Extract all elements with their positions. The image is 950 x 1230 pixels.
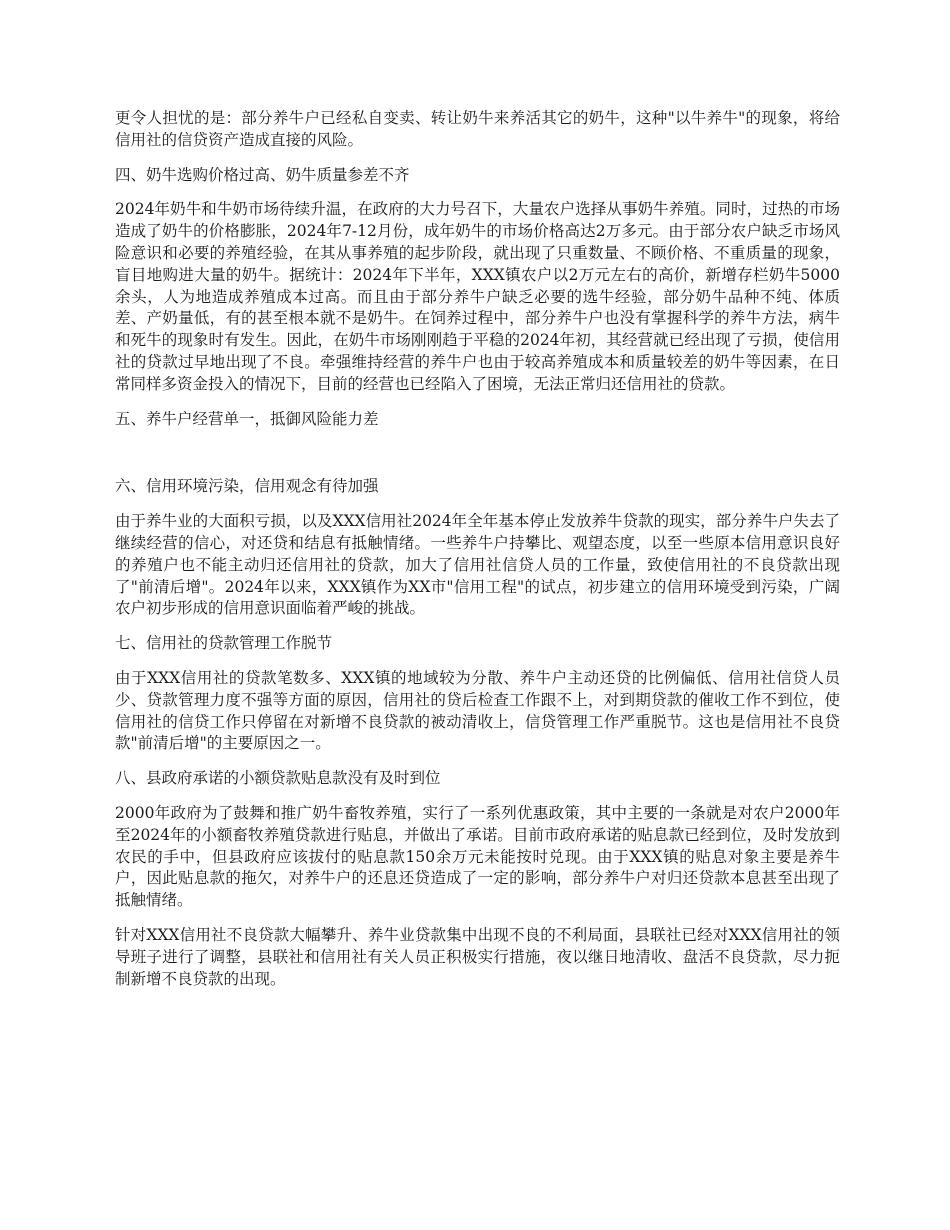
paragraph-loan-management: 由于XXX信用社的贷款笔数多、XXX镇的地域较为分散、养牛户主动还贷的比例偏低、信用社信贷人员少、贷款管理力度不强等方面的原因，信用社的贷后检查工作跟不上，对到期贷款的催收工作不到位，使信用社的信贷工作只停留在对新增不良贷款的被动清收上，信贷管理工作严重脱节。这也是信用社不良贷款"前清后增"的主要原因之一。 <box>115 668 840 753</box>
document-body <box>115 108 840 1003</box>
paragraph-interest-subsidy: 2000年政府为了鼓舞和推广奶牛畜牧养殖，实行了一系列优惠政策，其中主要的一条就是对农户2000年至2024年的小额畜牧养殖贷款进行贴息，并做出了承诺。目前市政府承诺的贴息款已经到位，及时发放到农民的手中，但县政府应该拔付的贴息款150余万元未能按时兑现。由于XXX镇的贴息对象主要是养牛户，因此贴息款的拖欠，对养牛户的还息还贷造成了一定的影响，部分养牛户对归还贷款本息甚至出现了抵触情绪。 <box>115 803 840 910</box>
paragraph-livestock-selling-risk: 更令人担忧的是：部分养牛户已经私自变卖、转让奶牛来养活其它的奶牛，这种"以牛养牛"的现象，将给信用社的信贷资产造成直接的风险。 <box>115 109 840 149</box>
paragraph-price-quality: 2024年奶牛和牛奶市场待续升温，在政府的大力号召下，大量农户选择从事奶牛养殖。同时，过热的市场造成了奶牛的价格膨胀，2024年7-12月份，成年奶牛的市场价格高达2万多元。由于部分农户缺乏市场风险意识和必要的养殖经验，在其从事养殖的起步阶段，就出现了只重数量、不顾价格、不重质量的现象，盲目地购进大量的奶牛。据统计：2024年下半年，XXX镇农户以2万元左右的高价，新增存栏奶牛5000余头，人为地造成养殖成本过高。而且由于部分养牛户缺乏必要的选牛经验，部分奶牛品种不纯、体质差、产奶量低，有的甚至根本就不是奶牛。在饲养过程中，部分养牛户也没有掌握科学的养牛方法，病牛和死牛的现象时有发生。因此，在奶牛市场刚刚趋于平稳的2024年初，其经营就已经出现了亏损，使信用社的贷款过早地出现了不良。牵强维持经营的养牛户也由于较高养殖成本和质量较差的奶牛等因素，在日常同样多资金投入的情况下，目前的经营也已经陷入了困境，无法正常归还信用社的贷款。 <box>115 200 840 393</box>
heading-section-6: 六、信用环境污染，信用观念有待加强 <box>115 477 379 496</box>
heading-section-8: 八、县政府承诺的小额贷款贴息款没有及时到位 <box>115 769 441 788</box>
paragraph-credit-environment: 由于养牛业的大面积亏损，以及XXX信用社2024年全年基本停止发放养牛贷款的现实，部分养牛户失去了继续经营的信心，对还贷和结息有抵触情绪。一些养牛户持攀比、观望态度，以至一些原本信用意识良好的养殖户也不能主动归还信用社的贷款，加大了信用社信贷人员的工作量，致使信用社的不良贷款出现了"前清后增"。2024年以来，XXX镇作为XX市"信用工程"的试点，初步建立的信用环境受到污染，广阔农户初步形成的信用意识面临着严峻的挑战。 <box>115 512 840 618</box>
blank-gap <box>115 443 840 476</box>
heading-section-7: 七、信用社的贷款管理工作脱节 <box>115 634 333 653</box>
heading-section-4: 四、奶牛选购价格过高、奶牛质量参差不齐 <box>115 165 410 184</box>
paragraph-countermeasures: 针对XXX信用社不良贷款大幅攀升、养牛业贷款集中出现不良的不利局面，县联社已经对XXX信用社的领导班子进行了调整，县联社和信用社有关人员正积极实行措施，夜以继日地清收、盘活不良贷款，尽力扼制新增不良贷款的出现。 <box>115 925 840 988</box>
heading-section-5: 五、养牛户经营单一，抵御风险能力差 <box>115 409 379 428</box>
